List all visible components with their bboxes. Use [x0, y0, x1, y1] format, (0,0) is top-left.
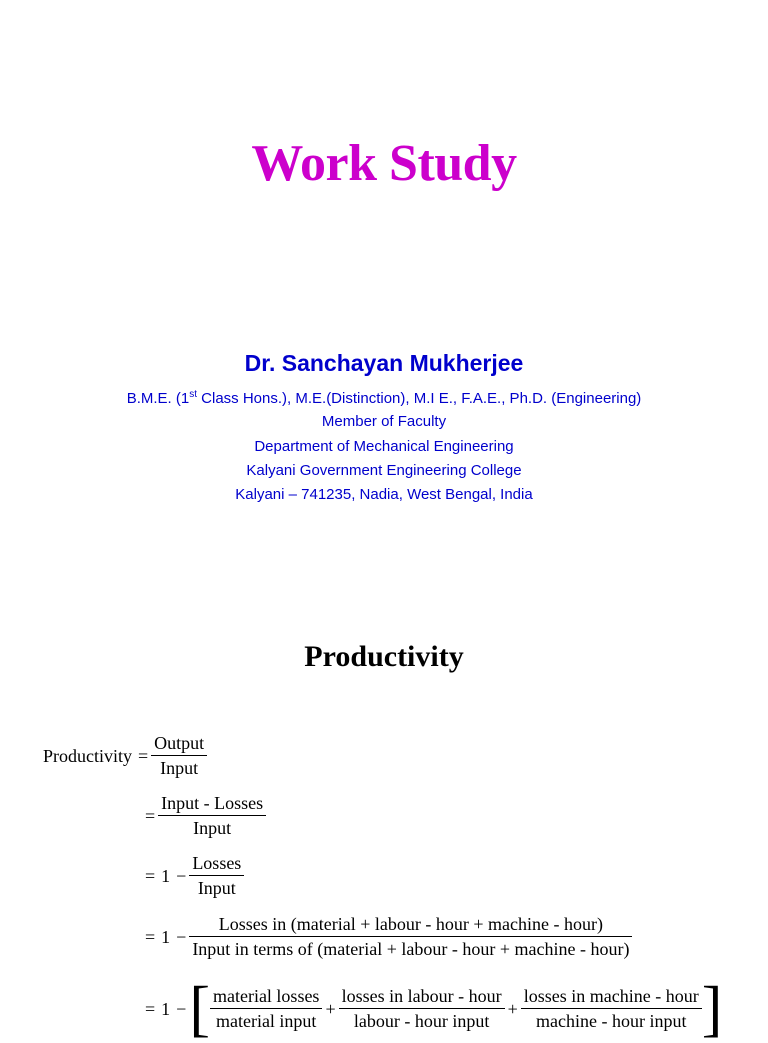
lhs-label: Productivity [43, 745, 132, 766]
fraction-losses-input [189, 853, 244, 899]
equation-1 [40, 733, 207, 779]
denominator: machine - hour input [536, 1011, 687, 1031]
equals-sign: = [138, 745, 149, 766]
equals-sign: = [145, 865, 156, 886]
right-bracket: ] [701, 975, 723, 1043]
denominator: Input [193, 818, 232, 838]
slide-title: Work Study [251, 135, 517, 192]
equation-3 [142, 853, 244, 899]
department: Department of Mechanical Engineering [254, 438, 514, 455]
equals-sign: = [145, 998, 156, 1019]
fraction-labour [339, 986, 505, 1032]
one: 1 [161, 998, 171, 1019]
qualifications-pre: B.M.E. (1 [126, 390, 190, 407]
numerator: losses in machine - hour [521, 986, 702, 1009]
qualifications [0, 389, 768, 407]
minus-sign: − [176, 926, 187, 947]
section-title: Productivity [304, 640, 464, 673]
fraction-machine [521, 986, 702, 1032]
fraction-output-input [151, 733, 207, 779]
denominator: Input [197, 878, 236, 898]
plus-sign: + [325, 998, 336, 1019]
numerator: Losses in (material + labour - hour + machine - hour) [189, 914, 632, 937]
fraction-losses-detail [189, 914, 632, 960]
address: Kalyani – 741235, Nadia, West Bengal, India [235, 486, 533, 503]
plus-sign: + [507, 998, 518, 1019]
college: Kalyani Government Engineering College [246, 462, 522, 479]
one: 1 [161, 926, 171, 947]
denominator: Input [160, 758, 199, 778]
qualifications-sup: st [189, 389, 197, 400]
equation-5 [142, 975, 723, 1043]
equation-4 [142, 914, 632, 960]
denominator: material input [215, 1011, 317, 1031]
numerator: material losses [210, 986, 322, 1009]
fraction-material [210, 986, 322, 1032]
denominator: labour - hour input [353, 1011, 490, 1031]
author-name: Dr. Sanchayan Mukherjee [244, 350, 524, 376]
minus-sign: − [176, 998, 187, 1019]
equation-2 [142, 793, 266, 839]
denominator: Input in terms of (material + labour - hour + machine - hour) [192, 939, 630, 959]
faculty-role: Member of Faculty [321, 413, 447, 430]
numerator: Output [151, 733, 207, 756]
equals-sign: = [145, 926, 156, 947]
equals-sign: = [145, 805, 156, 826]
one: 1 [161, 865, 171, 886]
left-bracket: [ [189, 975, 210, 1043]
numerator: Input - Losses [158, 793, 266, 816]
qualifications-post: Class Hons.), M.E.(Distinction), M.I E., F.A.E., Ph.D. (Engineering) [197, 390, 642, 407]
minus-sign: − [176, 865, 187, 886]
numerator: Losses [189, 853, 244, 876]
fraction-input-losses [158, 793, 266, 839]
numerator: losses in labour - hour [339, 986, 505, 1009]
